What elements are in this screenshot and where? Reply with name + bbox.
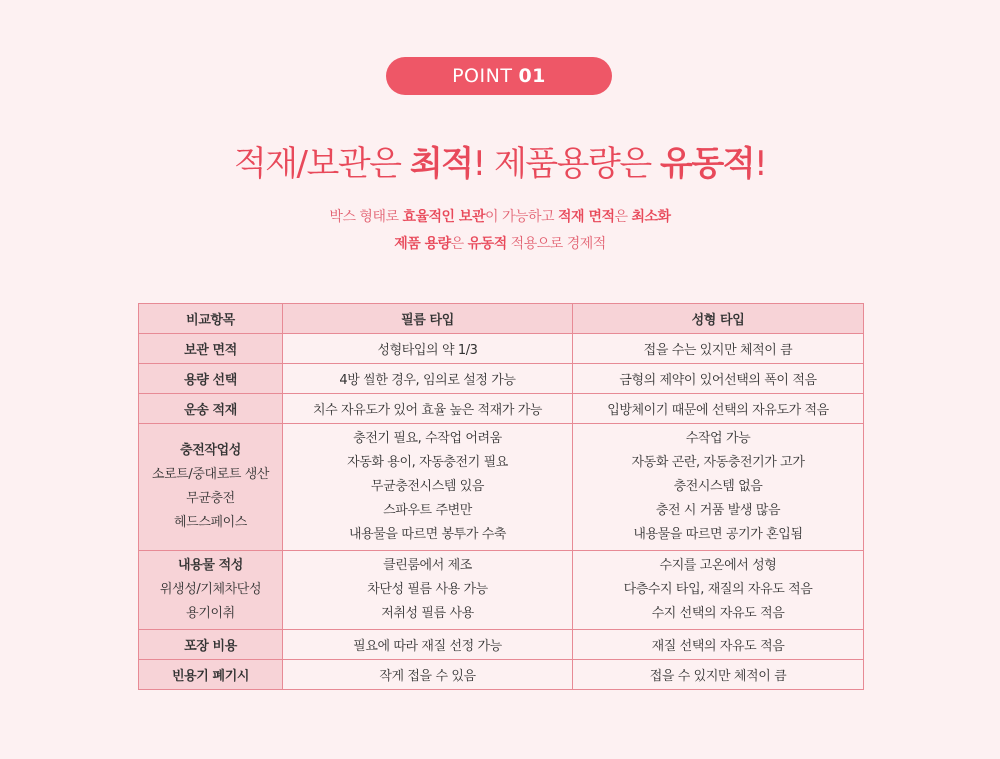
cell-line: 필요에 따라 재질 선정 가능 (353, 639, 502, 654)
row-label-cell (139, 424, 283, 551)
cell-line: 충전 시 거품 발생 많음 (655, 503, 781, 518)
subtitle-highlight: 제품 용량 (394, 236, 451, 252)
cell-line: 빈용기 폐기시 (171, 669, 250, 684)
badge-number: 01 (518, 65, 546, 87)
table-row (139, 630, 864, 660)
molded-type-cell (573, 551, 864, 630)
subtitle-highlight: 효율적인 보관 (402, 209, 485, 225)
cell-line: 헤드스페이스 (174, 515, 247, 530)
cell-line: 스파우트 주변만 (383, 503, 472, 518)
cell-line: 클린룸에서 제조 (383, 558, 472, 573)
subtitle-line-2 (0, 231, 1000, 258)
film-type-cell (283, 364, 573, 394)
subtitle (0, 204, 1000, 258)
point-badge (386, 57, 612, 95)
film-type-cell (283, 660, 573, 690)
subtitle-highlight: 적재 면적 (558, 209, 615, 225)
film-type-cell (283, 630, 573, 660)
table-body (139, 334, 864, 690)
cell-line: 무균충전 (186, 491, 235, 506)
table-row (139, 551, 864, 630)
header-film-type: 필름 타입 (283, 304, 573, 334)
row-label-cell (139, 364, 283, 394)
subtitle-text: 이 가능하고 (484, 209, 559, 225)
cell-line: 작게 접을 수 있음 (379, 669, 476, 684)
cell-line: 금형의 제약이 있어선택의 폭이 적음 (619, 373, 817, 388)
cell-line: 소로트/중대로트 생산 (151, 467, 270, 482)
cell-line: 접을 수 있지만 체적이 큼 (649, 669, 787, 684)
cell-line: 위생성/기체차단성 (159, 582, 262, 597)
cell-line: 용기이취 (186, 606, 235, 621)
cell-line: 수지를 고온에서 성형 (659, 558, 777, 573)
headline-highlight: 최적 (409, 144, 473, 184)
molded-type-cell (573, 334, 864, 364)
cell-line: 보관 면적 (184, 343, 237, 358)
cell-line: 자동화 용이, 자동충전기 필요 (347, 455, 508, 470)
headline-part: ! 제품용량은 (472, 144, 660, 184)
cell-line: 수지 선택의 자유도 적음 (651, 606, 785, 621)
row-label-cell (139, 630, 283, 660)
header-molded-type: 성형 타입 (573, 304, 864, 334)
subtitle-text: 은 (450, 236, 468, 252)
table-row (139, 660, 864, 690)
molded-type-cell (573, 660, 864, 690)
badge-prefix: POINT (452, 65, 513, 87)
cell-line: 포장 비용 (184, 639, 237, 654)
subtitle-highlight: 유동적 (467, 236, 507, 252)
row-label-cell (139, 551, 283, 630)
table-row (139, 334, 864, 364)
cell-line: 다층수지 타입, 재질의 자유도 적음 (623, 582, 813, 597)
row-label-cell (139, 334, 283, 364)
page-title (0, 136, 1000, 185)
cell-line: 성형타입의 약 1/3 (377, 343, 478, 358)
row-label-cell (139, 660, 283, 690)
table-header-row (139, 304, 864, 334)
table-row (139, 394, 864, 424)
cell-line: 입방체이기 때문에 선택의 자유도가 적음 (607, 403, 829, 418)
cell-line: 무균충전시스템 있음 (370, 479, 485, 494)
headline-part: ! (754, 144, 767, 184)
headline-highlight: 유동적 (659, 144, 755, 184)
cell-line: 용량 선택 (184, 373, 237, 388)
cell-line: 내용물을 따르면 봉투가 수축 (348, 527, 507, 542)
cell-line: 4방 씰한 경우, 임의로 설정 가능 (339, 373, 516, 388)
table-row (139, 424, 864, 551)
cell-line: 차단성 필름 사용 가능 (367, 582, 488, 597)
cell-line: 내용물 적성 (178, 558, 243, 573)
cell-line: 수작업 가능 (685, 431, 751, 446)
table-row (139, 364, 864, 394)
cell-line: 충전기 필요, 수작업 어려움 (353, 431, 502, 446)
cell-line: 운송 적재 (184, 403, 237, 418)
subtitle-line-1 (0, 204, 1000, 231)
subtitle-highlight: 최소화 (631, 209, 671, 225)
subtitle-text: 은 (614, 209, 632, 225)
headline-part: 적재/보관은 (233, 144, 410, 184)
row-label-cell (139, 394, 283, 424)
cell-line: 재질 선택의 자유도 적음 (651, 639, 785, 654)
film-type-cell (283, 551, 573, 630)
molded-type-cell (573, 394, 864, 424)
molded-type-cell (573, 424, 864, 551)
cell-line: 치수 자유도가 있어 효율 높은 적재가 가능 (312, 403, 543, 418)
cell-line: 저취성 필름 사용 (381, 606, 474, 621)
cell-line: 접을 수는 있지만 체적이 큼 (643, 343, 793, 358)
header-criteria: 비교항목 (139, 304, 283, 334)
film-type-cell (283, 334, 573, 364)
comparison-table (138, 303, 864, 690)
film-type-cell (283, 394, 573, 424)
subtitle-text: 적용으로 경제적 (506, 236, 606, 252)
subtitle-text: 박스 형태로 (329, 209, 403, 225)
cell-line: 자동화 곤란, 자동충전기가 고가 (631, 455, 805, 470)
cell-line: 내용물을 따르면 공기가 혼입됨 (633, 527, 803, 542)
molded-type-cell (573, 364, 864, 394)
film-type-cell (283, 424, 573, 551)
molded-type-cell (573, 630, 864, 660)
cell-line: 충전시스템 없음 (673, 479, 763, 494)
cell-line: 충전작업성 (180, 443, 241, 458)
